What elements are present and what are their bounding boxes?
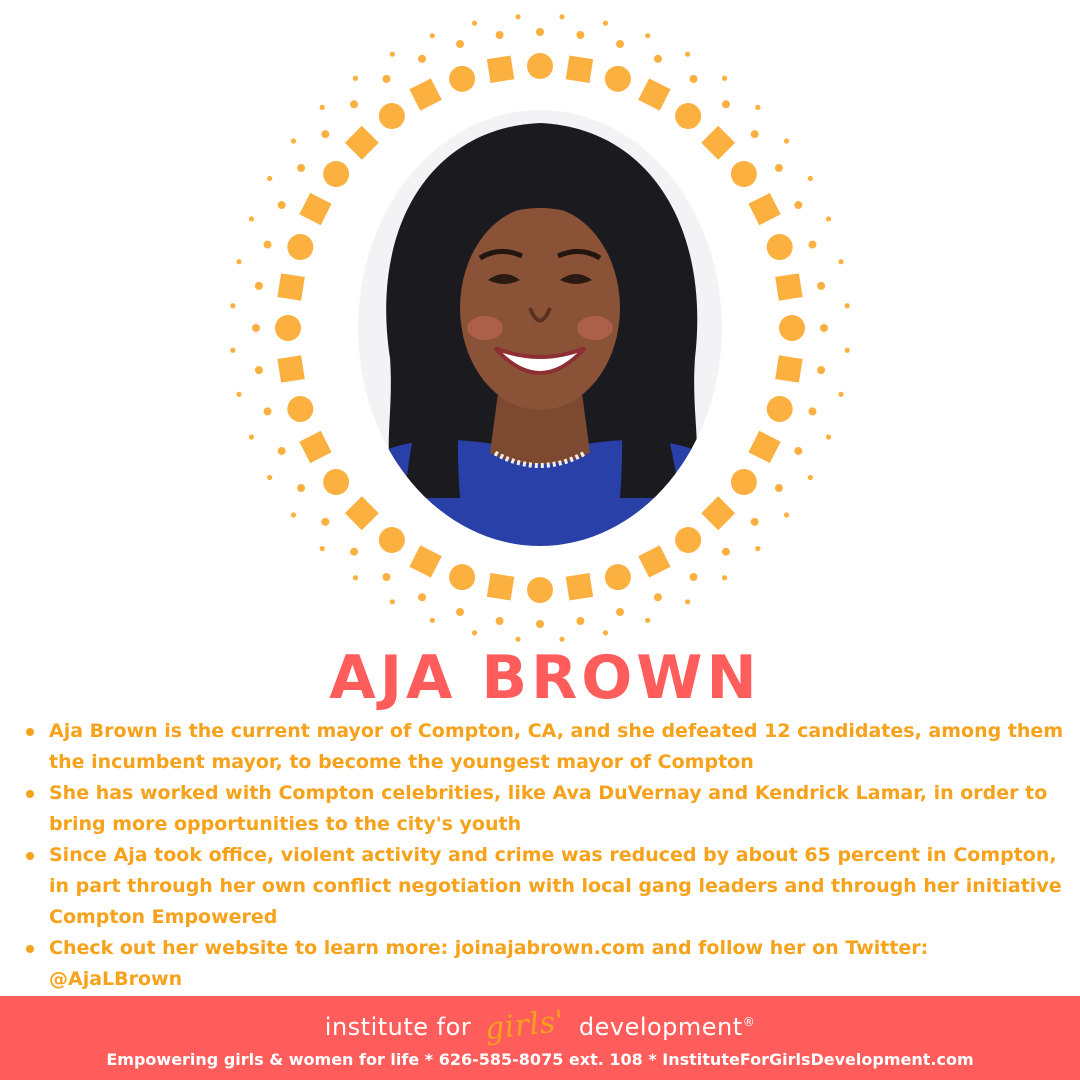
ring-circle-shape (287, 396, 313, 422)
ring-dot-shape (722, 76, 727, 81)
ring-dot-shape (645, 618, 650, 623)
ring-dot-shape (808, 475, 813, 480)
org-logo (0, 1002, 1080, 1047)
profile-name: AJA BROWN (329, 643, 761, 713)
ring-dot-shape (751, 130, 759, 138)
ring-circle-shape (275, 315, 301, 341)
ring-square-shape (638, 545, 670, 577)
ring-dot-shape (775, 164, 783, 172)
ring-dot-shape (291, 512, 296, 517)
ring-dot-shape (472, 21, 477, 26)
ring-square-shape (299, 431, 331, 463)
ring-dot-shape (390, 599, 395, 604)
ring-dot-shape (794, 201, 802, 209)
ring-dot-shape (236, 392, 241, 397)
ring-dot-shape (353, 76, 358, 81)
org-name-script: girls' (483, 1003, 567, 1048)
ring-dot-shape (418, 593, 426, 601)
ring-circle-shape (731, 469, 757, 495)
bio-bullet-text: Aja Brown is the current mayor of Compton, CA, and she defeated 12 candidates, among them the incumbent mayor, to become the youngest mayor of Compton (49, 720, 1064, 773)
portrait-photo (350, 108, 730, 548)
ring-circle-shape (605, 66, 631, 92)
ring-dot-shape (267, 176, 272, 181)
ring-dot-shape (751, 518, 759, 526)
ring-dot-shape (536, 28, 544, 36)
bio-bullet-text: Check out her website to learn more: joinajabrown.com and follow her on Twitter: @AjaLBrown (49, 937, 929, 990)
ring-circle-shape (323, 161, 349, 187)
ring-dot-shape (808, 407, 816, 415)
ring-dot-shape (576, 31, 584, 39)
ring-circle-shape (779, 315, 805, 341)
ring-dot-shape (838, 392, 843, 397)
ring-square-shape (638, 78, 670, 110)
footer-tagline: Empowering girls & women for life * 626-585-8075 ext. 108 * InstituteForGirlsDevelopment.com (106, 1050, 974, 1069)
ring-square-shape (409, 78, 441, 110)
registered-mark: ® (742, 1015, 756, 1029)
ring-dot-shape (472, 630, 477, 635)
ring-dot-shape (826, 434, 831, 439)
bio-bullet (22, 840, 1067, 933)
ring-dot-shape (755, 105, 760, 110)
ring-circle-shape (731, 161, 757, 187)
ring-square-shape (566, 573, 593, 600)
ring-circle-shape (767, 396, 793, 422)
ring-circle-shape (605, 564, 631, 590)
ring-square-shape (487, 573, 514, 600)
ring-dot-shape (382, 75, 390, 83)
ring-dot-shape (297, 164, 305, 172)
ring-dot-shape (576, 617, 584, 625)
bullet-dot-icon (26, 945, 34, 953)
bio-bullet-list (22, 716, 1067, 995)
ring-dot-shape (755, 546, 760, 551)
ring-dot-shape (320, 546, 325, 551)
ring-square-shape (775, 273, 802, 300)
ring-dot-shape (559, 14, 564, 19)
ring-square-shape (487, 55, 514, 82)
ring-dot-shape (321, 518, 329, 526)
ring-dot-shape (291, 138, 296, 143)
ring-circle-shape (449, 564, 475, 590)
ring-dot-shape (817, 282, 825, 290)
ring-square-shape (775, 355, 802, 382)
ring-square-shape (277, 355, 304, 382)
bio-bullet (22, 933, 1067, 995)
bullet-dot-icon (26, 728, 34, 736)
ring-dot-shape (820, 324, 828, 332)
ring-dot-shape (784, 512, 789, 517)
ring-dot-shape (249, 216, 254, 221)
ring-dot-shape (654, 55, 662, 63)
ring-dot-shape (685, 52, 690, 57)
ring-dot-shape (264, 241, 272, 249)
ring-dot-shape (722, 548, 730, 556)
bio-bullet-text: Since Aja took office, violent activity and crime was reduced by about 65 percent in Compton, in part through her own conflict negotiation with local gang leaders and through her initiative Compton Empowered (49, 844, 1062, 928)
ring-dot-shape (645, 33, 650, 38)
ring-dot-shape (808, 176, 813, 181)
bullet-dot-icon (26, 790, 34, 798)
ring-circle-shape (323, 469, 349, 495)
ring-square-shape (299, 193, 331, 225)
ring-circle-shape (527, 577, 553, 603)
ring-dot-shape (430, 33, 435, 38)
ring-dot-shape (267, 475, 272, 480)
ring-circle-shape (449, 66, 475, 92)
ring-dot-shape (353, 575, 358, 580)
ring-dot-shape (845, 348, 850, 353)
bio-bullet (22, 778, 1067, 840)
ring-dot-shape (350, 548, 358, 556)
ring-dot-shape (456, 608, 464, 616)
ring-dot-shape (826, 216, 831, 221)
ring-dot-shape (255, 282, 263, 290)
ring-dot-shape (536, 620, 544, 628)
ring-dot-shape (775, 484, 783, 492)
ring-dot-shape (321, 130, 329, 138)
org-name-part1: institute for (324, 1013, 472, 1041)
ring-square-shape (277, 273, 304, 300)
ring-dot-shape (496, 31, 504, 39)
ring-dot-shape (690, 573, 698, 581)
ring-dot-shape (418, 55, 426, 63)
ring-dot-shape (230, 303, 235, 308)
ring-circle-shape (527, 53, 553, 79)
ring-square-shape (748, 193, 780, 225)
ring-dot-shape (685, 599, 690, 604)
ring-dot-shape (230, 348, 235, 353)
ring-dot-shape (654, 593, 662, 601)
ring-dot-shape (690, 75, 698, 83)
ring-dot-shape (616, 608, 624, 616)
ring-dot-shape (255, 366, 263, 374)
bullet-dot-icon (26, 852, 34, 860)
ring-dot-shape (515, 14, 520, 19)
ring-dot-shape (252, 324, 260, 332)
ring-circle-shape (767, 234, 793, 260)
org-name-part2: development (578, 1013, 743, 1041)
ring-dot-shape (722, 575, 727, 580)
ring-dot-shape (320, 105, 325, 110)
bio-bullet-text: She has worked with Compton celebrities, like Ava DuVernay and Kendrick Lamar, in order to bring more opportunities to the city's youth (49, 782, 1048, 835)
ring-dot-shape (297, 484, 305, 492)
ring-dot-shape (616, 40, 624, 48)
ring-square-shape (409, 545, 441, 577)
ring-dot-shape (784, 138, 789, 143)
ring-dot-shape (817, 366, 825, 374)
ring-dot-shape (603, 21, 608, 26)
ring-dot-shape (390, 52, 395, 57)
ring-circle-shape (287, 234, 313, 260)
footer-banner (0, 996, 1080, 1080)
ring-dot-shape (382, 573, 390, 581)
bio-bullet (22, 716, 1067, 778)
ring-square-shape (566, 55, 593, 82)
ring-dot-shape (456, 40, 464, 48)
ring-square-shape (748, 431, 780, 463)
ring-dot-shape (430, 618, 435, 623)
ring-dot-shape (603, 630, 608, 635)
ring-dot-shape (278, 201, 286, 209)
ring-dot-shape (236, 259, 241, 264)
ring-dot-shape (845, 303, 850, 308)
ring-dot-shape (249, 434, 254, 439)
ring-dot-shape (808, 241, 816, 249)
ring-dot-shape (794, 447, 802, 455)
ring-dot-shape (278, 447, 286, 455)
ring-dot-shape (264, 407, 272, 415)
ring-dot-shape (838, 259, 843, 264)
ring-dot-shape (496, 617, 504, 625)
